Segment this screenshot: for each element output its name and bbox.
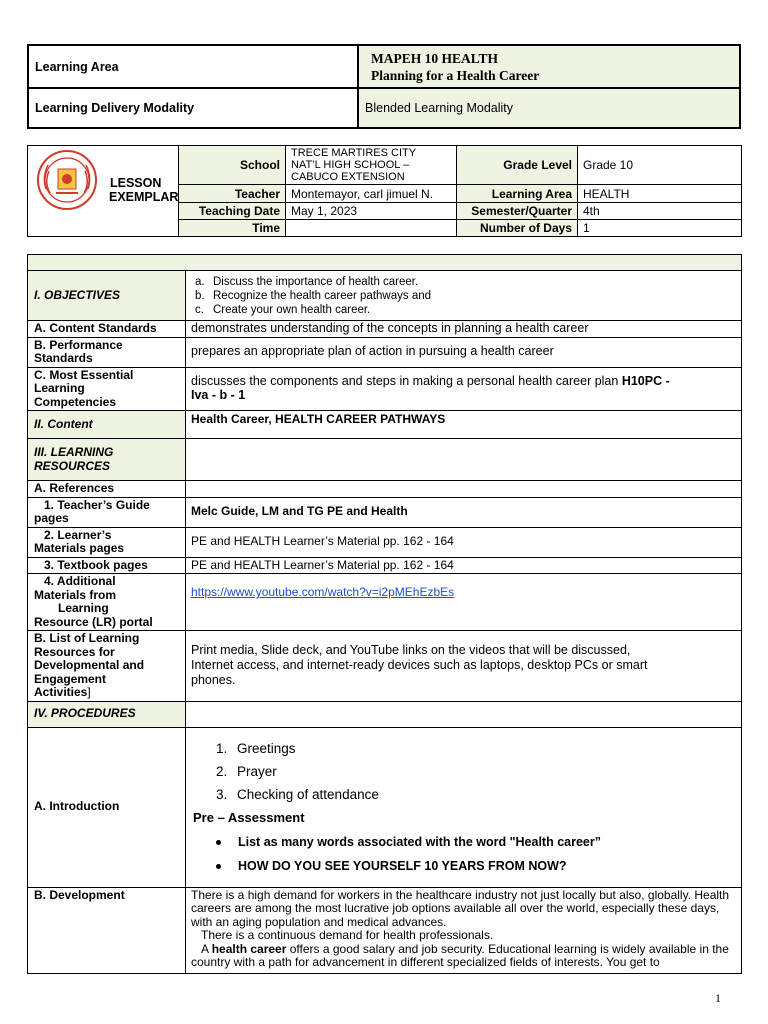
label-line: Learning bbox=[58, 601, 109, 615]
label-line: Resources for bbox=[34, 644, 115, 659]
textbook-label: 3. Textbook pages bbox=[28, 557, 186, 574]
info-learning-area-label: Learning Area bbox=[457, 185, 578, 202]
value-line: Internet access, and internet-ready devices such as laptops, desktop PCs or smart bbox=[191, 658, 648, 673]
learning-resources-label bbox=[28, 439, 186, 481]
school-line-3: CABUCO EXTENSION bbox=[291, 171, 405, 184]
value-line: phones. bbox=[191, 673, 236, 688]
learning-area-value bbox=[358, 45, 740, 88]
learners-materials-label bbox=[28, 527, 186, 557]
objective-item bbox=[195, 275, 736, 289]
assessment-bullet: HOW DO YOU SEE YOURSELF 10 YEARS FROM NOW? bbox=[191, 854, 736, 878]
page-number: 1 bbox=[715, 991, 721, 1005]
objectives-label: I. OBJECTIVES bbox=[28, 271, 186, 321]
learning-area-label: Learning Area bbox=[28, 45, 358, 88]
label-line: 2. Learner’s bbox=[44, 527, 112, 542]
competency-code-line-2: Iva - b - 1 bbox=[191, 387, 246, 402]
procedures-value bbox=[186, 701, 742, 727]
table-top-band bbox=[28, 255, 742, 271]
time-value bbox=[286, 219, 457, 236]
para-rest: offers a good salary and job security. Educational learning is widely available in the country with a path for advancement in different specialized fields of interests. You get to bbox=[191, 941, 729, 969]
teacher-value: Montemayor, carl jimuel N. bbox=[286, 185, 457, 202]
objective-marker: c. bbox=[195, 303, 204, 316]
competencies-label bbox=[28, 367, 186, 411]
performance-standards-value: prepares an appropriate plan of action in pursuing a health career bbox=[186, 337, 742, 367]
modality-label: Learning Delivery Modality bbox=[28, 88, 358, 128]
subject-title: MAPEH 10 HEALTH bbox=[371, 50, 499, 66]
modality-value: Blended Learning Modality bbox=[358, 88, 740, 128]
learners-materials-value: PE and HEALTH Learner’s Material pp. 162 - 164 bbox=[186, 527, 742, 557]
step-text: Prayer bbox=[237, 764, 277, 779]
school-label: School bbox=[179, 146, 286, 185]
school-line-2: NAT’L HIGH SCHOOL – bbox=[291, 159, 410, 172]
step-number: 2. bbox=[216, 764, 228, 779]
development-paragraph-3 bbox=[191, 943, 736, 970]
objective-text: Recognize the health career pathways and bbox=[213, 289, 432, 302]
days-value: 1 bbox=[578, 219, 742, 236]
objective-item bbox=[195, 303, 736, 317]
grade-level-label: Grade Level bbox=[457, 146, 578, 185]
teacher-label: Teacher bbox=[179, 185, 286, 202]
objective-item bbox=[195, 289, 736, 303]
label-line: 4. Additional bbox=[44, 574, 116, 588]
content-label: II. Content bbox=[28, 411, 186, 439]
step-text: Checking of attendance bbox=[237, 787, 379, 802]
label-line: Materials pages bbox=[34, 541, 125, 555]
list-resources-value bbox=[186, 631, 742, 702]
para-prefix: A bbox=[201, 941, 212, 956]
label-line: B. Performance bbox=[34, 337, 123, 352]
teachers-guide-label bbox=[28, 497, 186, 527]
textbook-value: PE and HEALTH Learner’s Material pp. 162 - 164 bbox=[186, 557, 742, 574]
content-standards-value: demonstrates understanding of the concepts in planning a health career bbox=[186, 321, 742, 338]
additional-materials-value bbox=[186, 574, 742, 631]
lesson-exemplar-cell bbox=[28, 146, 179, 237]
label-line: RESOURCES bbox=[34, 458, 111, 473]
label-line: Materials from bbox=[34, 587, 117, 602]
performance-standards-label bbox=[28, 337, 186, 367]
school-line-1: TRECE MARTIRES CITY bbox=[291, 147, 417, 160]
lesson-label: LESSON bbox=[110, 176, 162, 190]
info-table bbox=[27, 145, 742, 237]
references-label: A. References bbox=[28, 481, 186, 498]
exemplar-label: EXEMPLAR bbox=[109, 190, 179, 204]
label-line: Resource (LR) portal bbox=[34, 614, 153, 629]
para-bold: health career bbox=[211, 941, 287, 956]
intro-step bbox=[211, 783, 736, 806]
lesson-table bbox=[27, 254, 742, 974]
content-value: Health Career, HEALTH CAREER PATHWAYS bbox=[186, 411, 742, 439]
step-text: Greetings bbox=[237, 741, 296, 756]
development-paragraph-2: There is a continuous demand for health professionals. bbox=[201, 928, 494, 942]
introduction-value bbox=[186, 727, 742, 887]
teachers-guide-value: Melc Guide, LM and TG PE and Health bbox=[186, 497, 742, 527]
learning-resources-value bbox=[186, 439, 742, 481]
development-label: B. Development bbox=[28, 887, 186, 973]
list-resources-label bbox=[28, 631, 186, 702]
label-line: B. List of Learning bbox=[34, 631, 140, 645]
competency-code: H10PC - bbox=[621, 374, 670, 389]
semester-value: 4th bbox=[578, 202, 742, 219]
objectives-value bbox=[186, 271, 742, 321]
pre-assessment-heading: Pre – Assessment bbox=[193, 810, 305, 825]
development-value bbox=[186, 887, 742, 973]
objective-marker: a. bbox=[195, 275, 205, 288]
info-learning-area-value: HEALTH bbox=[578, 185, 742, 202]
step-number: 1. bbox=[216, 741, 228, 756]
label-line: C. Most Essential bbox=[34, 367, 134, 382]
label-line: Developmental and bbox=[34, 658, 145, 672]
content-standards-label: A. Content Standards bbox=[28, 321, 186, 338]
objective-text: Discuss the importance of health career. bbox=[213, 275, 419, 288]
youtube-link[interactable]: https://www.youtube.com/watch?v=i2pMEhEzbEs bbox=[191, 585, 455, 599]
semester-label: Semester/Quarter bbox=[457, 202, 578, 219]
label-line: Standards bbox=[34, 351, 93, 365]
teaching-date-label: Teaching Date bbox=[179, 202, 286, 219]
label-line: pages bbox=[34, 511, 69, 525]
step-number: 3. bbox=[216, 787, 228, 802]
introduction-label: A. Introduction bbox=[28, 727, 186, 887]
intro-step bbox=[211, 737, 736, 760]
label-line: 1. Teacher’s Guide bbox=[44, 497, 150, 512]
label-suffix: ] bbox=[87, 685, 91, 699]
procedures-label: IV. PROCEDURES bbox=[28, 701, 186, 727]
additional-materials-label bbox=[28, 574, 186, 631]
school-seal-icon bbox=[36, 149, 98, 211]
competencies-text: discusses the components and steps in making a personal health career plan bbox=[191, 374, 622, 389]
time-label: Time bbox=[179, 219, 286, 236]
development-paragraph-1: There is a high demand for workers in the healthcare industry not just locally but also, globally. Health careers are among the most lucrative job options available all over the world, especially these days, with an aging population and medical advances. bbox=[191, 887, 730, 929]
value-line: Print media, Slide deck, and YouTube links on the videos that will be discussed, bbox=[191, 643, 631, 658]
label-line: Engagement bbox=[34, 671, 107, 686]
school-value bbox=[286, 146, 457, 185]
label-line: III. LEARNING bbox=[34, 445, 114, 459]
label-line: Learning bbox=[34, 381, 85, 395]
grade-level-value: Grade 10 bbox=[578, 146, 742, 185]
intro-step bbox=[211, 760, 736, 783]
assessment-bullet: List as many words associated with the word "Health career” bbox=[191, 830, 736, 854]
header-table bbox=[27, 44, 741, 129]
objective-text: Create your own health career. bbox=[213, 303, 371, 316]
days-label: Number of Days bbox=[457, 219, 578, 236]
references-value bbox=[186, 481, 742, 498]
teaching-date-value: May 1, 2023 bbox=[286, 202, 457, 219]
competencies-value bbox=[186, 367, 742, 411]
label-line: Competencies bbox=[34, 394, 117, 409]
label-line: Activities bbox=[34, 685, 88, 699]
lesson-title: Planning for a Health Career bbox=[371, 67, 540, 83]
objective-marker: b. bbox=[195, 289, 205, 302]
